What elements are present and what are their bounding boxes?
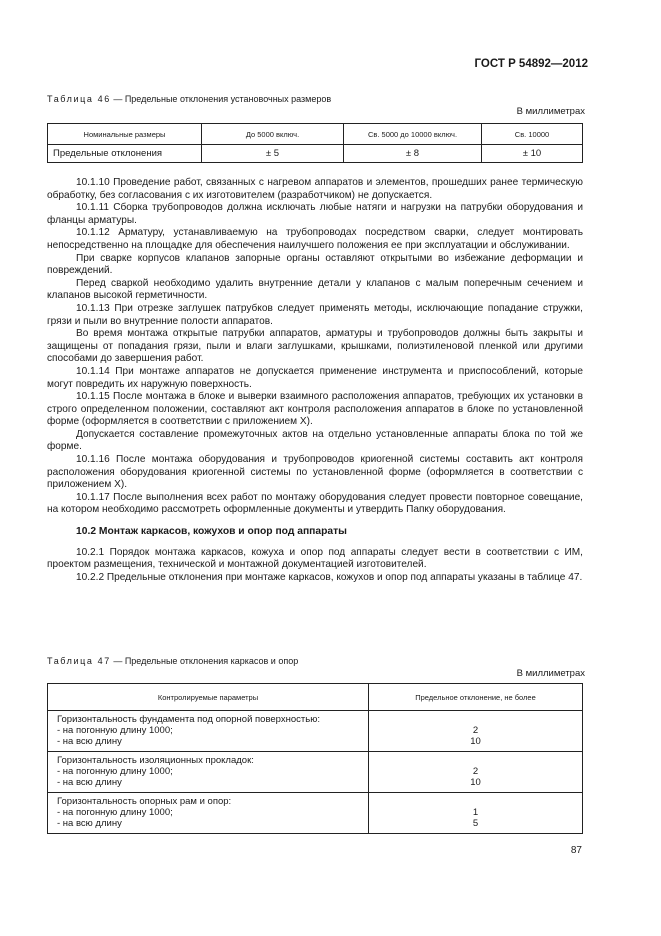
table46-cell: ± 10 [482, 145, 583, 163]
table47-value-cell [369, 711, 583, 752]
paragraph: Во время монтажа открытые патрубки аппаратов, арматуры и трубопроводов должны быть закрыты и защищены от попадания грязи, пыли и влаги заглушками, крышками, полиэтиленовой пленкой или другими способами до завершения работ. [47, 328, 583, 365]
param-sub: - на погонную длину 1000; [57, 766, 173, 777]
table47-row [48, 711, 583, 752]
table47-units: В миллиметрах [516, 668, 585, 679]
table47-value-cell [369, 793, 583, 834]
paragraph: 10.1.11 Сборка трубопроводов должна исключать любые натяги и нагрузки на патрубки оборудования и фланцы арматуры. [47, 202, 583, 226]
table47-row [48, 752, 583, 793]
body-text [47, 177, 583, 584]
table47-caption-text: — Предельные отклонения каркасов и опор [110, 656, 299, 666]
table47-param-cell [48, 793, 369, 834]
param-title: Горизонтальность опорных рам и опор: [57, 796, 232, 807]
table46-header-row [48, 124, 583, 145]
paragraph: 10.1.13 При отрезке заглушек патрубков следует применять методы, исключающие попадание стружки, грязи и пыли во внутренние полости аппаратов. [47, 302, 583, 327]
table46-header-cell: Св. 10000 [482, 124, 583, 145]
paragraph: Допускается составление промежуточных актов на отдельно установленные аппараты блока по той же форме. [47, 428, 583, 453]
paragraph: 10.1.10 Проведение работ, связанных с нагревом аппаратов и элементов, прошедших ранее термическую обработку, без согласования с их изготовителем (разработчиком) не допускается. [47, 177, 583, 201]
param-sub: - на всю длину [57, 777, 122, 788]
value: 2 [472, 725, 479, 736]
table46-units: В миллиметрах [516, 106, 585, 117]
value: 1 [472, 807, 479, 818]
table47-caption [47, 656, 298, 666]
value: 10 [470, 777, 481, 788]
table-46 [47, 123, 583, 163]
table47-header-cell: Предельное отклонение, не более [369, 684, 583, 711]
paragraph: Перед сваркой необходимо удалить внутренние детали у клапанов с малым поперечным сечением и клапанов высокой герметичности. [47, 277, 583, 302]
standard-number: ГОСТ Р 54892—2012 [474, 58, 588, 70]
paragraph: 10.2.1 Порядок монтажа каркасов, кожуха и опор под аппараты следует вести в соответствии с ИМ, проектом размещения, технической и монтажной документацией изготовителей. [47, 546, 583, 571]
table46-caption [47, 94, 331, 104]
section-heading: 10.2 Монтаж каркасов, кожухов и опор под аппараты [76, 526, 347, 538]
table47-header-row [48, 684, 583, 711]
table47-caption-prefix: Таблица 47 [47, 656, 111, 666]
table-47 [47, 683, 583, 834]
paragraph: При сварке корпусов клапанов запорные органы оставляют открытыми во избежание деформации и повреждений. [47, 252, 583, 277]
table46-header-cell: Св. 5000 до 10000 включ. [344, 124, 482, 145]
table47-value-cell [369, 752, 583, 793]
paragraph: 10.1.16 После монтажа оборудования и трубопроводов криогенной системы составить акт контроля расположения оборудования криогенной системы по установленной форме (оформляется в соответствии с приложением Х). [47, 454, 583, 491]
value: 10 [470, 736, 481, 747]
param-sub: - на всю длину [57, 736, 122, 747]
table47-header-cell: Контролируемые параметры [48, 684, 369, 711]
paragraph: 10.1.17 После выполнения всех работ по монтажу оборудования следует провести повторное совещание, на котором необходимо рассмотреть оформленные документы и утвердить Папку оборудования. [47, 491, 583, 516]
param-title: Горизонтальность изоляционных прокладок: [57, 755, 254, 766]
param-title: Горизонтальность фундамента под опорной поверхностью: [57, 714, 320, 725]
table46-row [48, 145, 583, 163]
paragraph: 10.2.2 Предельные отклонения при монтаже каркасов, кожухов и опор под аппараты указаны в таблице 47. [76, 571, 583, 583]
value: 5 [472, 818, 479, 829]
table46-caption-prefix: Таблица 46 [47, 94, 111, 104]
table46-header-cell: Номинальные размеры [48, 124, 202, 145]
page-number: 87 [570, 845, 582, 856]
table46-header-cell: До 5000 включ. [202, 124, 344, 145]
table46-row-label: Предельные отклонения [48, 145, 202, 163]
paragraph: 10.1.14 При монтаже аппаратов не допускается применение инструмента и приспособлений, которые могут повредить их наружную поверхность. [47, 365, 583, 390]
value: 2 [472, 766, 479, 777]
param-sub: - на погонную длину 1000; [57, 807, 173, 818]
table47-param-cell [48, 752, 369, 793]
param-sub: - на всю длину [57, 818, 122, 829]
table46-caption-text: — Предельные отклонения установочных размеров [110, 94, 332, 104]
paragraph: 10.1.12 Арматуру, устанавливаемую на трубопроводах посредством сварки, следует монтировать непосредственно на площадке для обеспечения наилучшего положения ее при эксплуатации и обслуживании. [47, 227, 583, 251]
table46-cell: ± 8 [344, 145, 482, 163]
param-sub: - на погонную длину 1000; [57, 725, 173, 736]
table46-cell: ± 5 [202, 145, 344, 163]
paragraph: 10.1.15 После монтажа в блоке и выверки взаимного расположения аппаратов, требующих их установки в строго определенном положении, составляют акт контроля расположения аппаратов в блоке по установленной форме (оформляется в соответствии с приложением Х). [47, 391, 583, 428]
table47-param-cell [48, 711, 369, 752]
table47-row [48, 793, 583, 834]
